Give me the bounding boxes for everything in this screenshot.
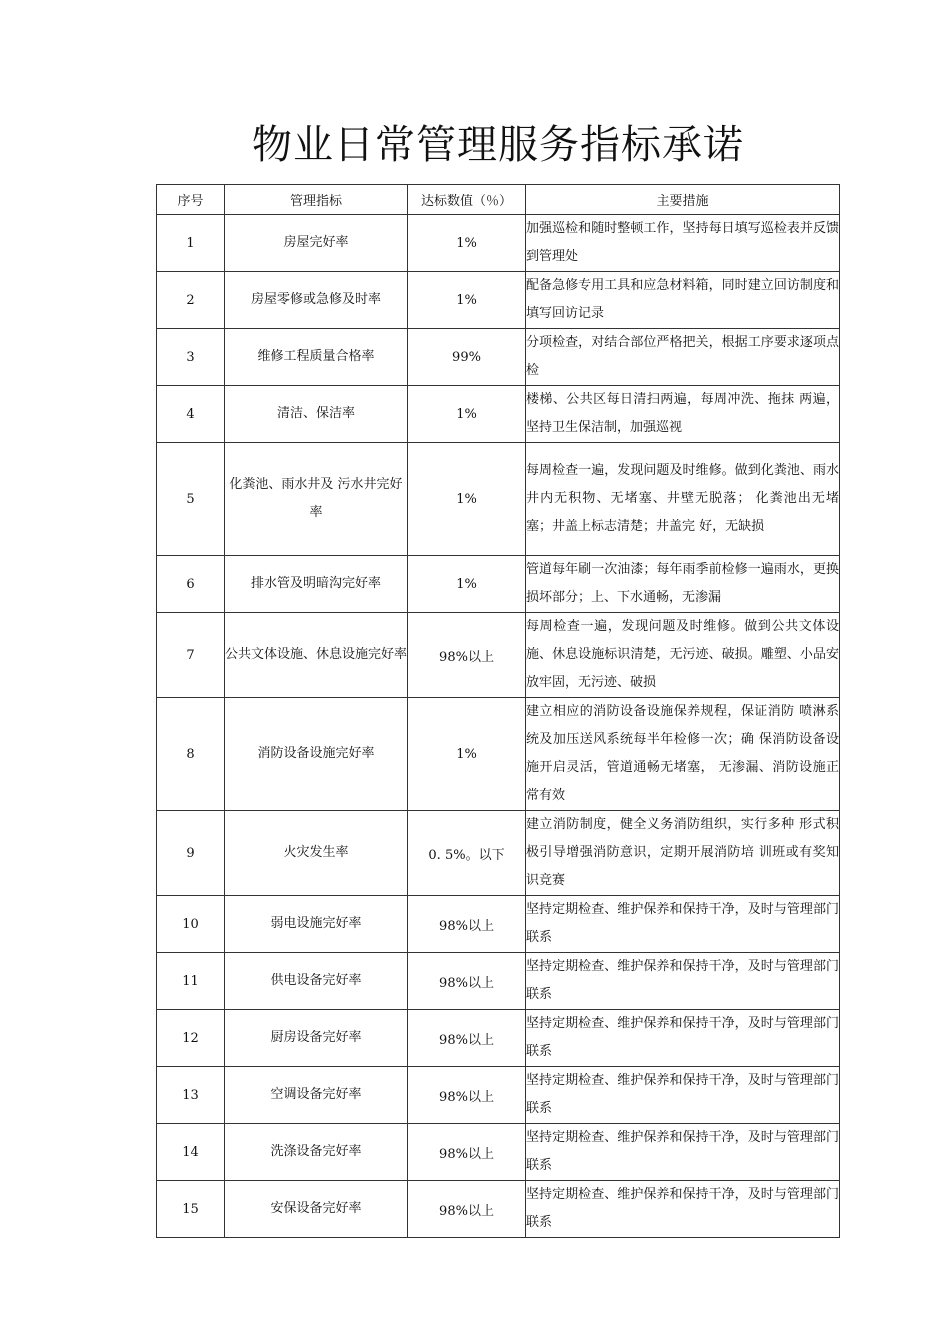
target-value: 98%以上 (408, 1124, 526, 1181)
measure-text: 坚持定期检查、维护保养和保持干净，及时与管理部门联系 (526, 1067, 840, 1124)
target-value: 99% (408, 329, 526, 386)
indicator-name: 弱电设施完好率 (225, 896, 408, 953)
table-row (157, 272, 840, 329)
table-row (157, 811, 840, 896)
indicator-name: 空调设备完好率 (225, 1067, 408, 1124)
target-value: 1% (408, 215, 526, 272)
table-row (157, 698, 840, 811)
indicator-name: 房屋完好率 (225, 215, 408, 272)
table-row (157, 329, 840, 386)
indicator-name: 排水管及明暗沟完好率 (225, 556, 408, 613)
target-value: 1% (408, 386, 526, 443)
target-value: 98%以上 (408, 896, 526, 953)
indicator-name: 清洁、保洁率 (225, 386, 408, 443)
measure-text: 坚持定期检查、维护保养和保持干净，及时与管理部门联系 (526, 1010, 840, 1067)
row-number: 2 (157, 272, 225, 329)
measure-text: 坚持定期检查、维护保养和保持干净，及时与管理部门联系 (526, 953, 840, 1010)
table-row (157, 1124, 840, 1181)
table-row (157, 613, 840, 698)
target-value: 1% (408, 556, 526, 613)
table-row (157, 1010, 840, 1067)
row-number: 14 (157, 1124, 225, 1181)
table-row (157, 215, 840, 272)
row-number: 5 (157, 443, 225, 556)
table-row (157, 386, 840, 443)
indicator-name: 安保设备完好率 (225, 1181, 408, 1238)
row-number: 8 (157, 698, 225, 811)
measure-text: 分项检查，对结合部位严格把关，根据工序要求逐项点检 (526, 329, 840, 386)
row-number: 11 (157, 953, 225, 1010)
row-number: 6 (157, 556, 225, 613)
measure-text: 加强巡检和随时整顿工作，坚持每日填写巡检表并反馈到管理处 (526, 215, 840, 272)
indicator-name: 厨房设备完好率 (225, 1010, 408, 1067)
target-value: 1% (408, 272, 526, 329)
measure-text: 管道每年刷一次油漆；每年雨季前检修一遍雨水，更换损坏部分；上、下水通畅，无渗漏 (526, 556, 840, 613)
row-number: 4 (157, 386, 225, 443)
measure-text: 每周检查一遍，发现问题及时维修。做到公共文体设施、休息设施标识清楚，无污迹、破损。雕塑、小品安放牢固，无污迹、破损 (526, 613, 840, 698)
measure-text: 建立相应的消防设备设施保养规程，保证消防 喷淋系统及加压送风系统每半年检修一次；确 保消防设备设施开启灵活，管道通畅无堵塞， 无渗漏、消防设施正常有效 (526, 698, 840, 811)
row-number: 13 (157, 1067, 225, 1124)
page-title: 物业日常管理服务指标承诺 (252, 121, 744, 168)
measure-text: 楼梯、公共区每日清扫两遍，每周冲洗、拖抹 两遍，坚持卫生保洁制，加强巡视 (526, 386, 840, 443)
target-value: 98%以上 (408, 1010, 526, 1067)
row-number: 1 (157, 215, 225, 272)
target-value: 0. 5%。以下 (408, 811, 526, 896)
indicator-name: 公共文体设施、休息设施完好率 (225, 613, 408, 698)
indicator-name: 消防设备设施完好率 (225, 698, 408, 811)
header-no: 序号 (157, 185, 225, 215)
indicator-name: 洗涤设备完好率 (225, 1124, 408, 1181)
row-number: 10 (157, 896, 225, 953)
row-number: 15 (157, 1181, 225, 1238)
header-value: 达标数值（％） (408, 185, 526, 215)
measure-text: 每周检查一遍，发现问题及时维修。做到化粪池、雨水井内无积物、无堵塞、井壁无脱落； 化粪池出无堵塞；井盖上标志清楚；井盖完 好，无缺损 (526, 443, 840, 556)
table-row (157, 1067, 840, 1124)
row-number: 7 (157, 613, 225, 698)
header-indicator: 管理指标 (225, 185, 408, 215)
table-row (157, 953, 840, 1010)
table-row (157, 556, 840, 613)
table-header-row (157, 185, 840, 215)
target-value: 98%以上 (408, 613, 526, 698)
row-number: 9 (157, 811, 225, 896)
measure-text: 坚持定期检查、维护保养和保持干净，及时与管理部门联系 (526, 1124, 840, 1181)
table-row (157, 1181, 840, 1238)
row-number: 12 (157, 1010, 225, 1067)
row-number: 3 (157, 329, 225, 386)
measure-text: 建立消防制度，健全义务消防组织，实行多种 形式积极引导增强消防意识，定期开展消防培 训班或有奖知识竞赛 (526, 811, 840, 896)
target-value: 1% (408, 443, 526, 556)
indicator-name: 房屋零修或急修及时率 (225, 272, 408, 329)
measure-text: 坚持定期检查、维护保养和保持干净，及时与管理部门联系 (526, 1181, 840, 1238)
target-value: 98%以上 (408, 953, 526, 1010)
measure-text: 坚持定期检查、维护保养和保持干净，及时与管理部门联系 (526, 896, 840, 953)
indicator-name: 维修工程质量合格率 (225, 329, 408, 386)
indicator-table (156, 184, 840, 1238)
table-row (157, 896, 840, 953)
table-row (157, 443, 840, 556)
target-value: 1% (408, 698, 526, 811)
indicator-name: 供电设备完好率 (225, 953, 408, 1010)
indicator-name: 化粪池、雨水井及 污水井完好率 (225, 443, 408, 556)
measure-text: 配备急修专用工具和应急材料箱，同时建立回访制度和填写回访记录 (526, 272, 840, 329)
target-value: 98%以上 (408, 1067, 526, 1124)
header-measure: 主要措施 (526, 185, 840, 215)
indicator-name: 火灾发生率 (225, 811, 408, 896)
target-value: 98%以上 (408, 1181, 526, 1238)
